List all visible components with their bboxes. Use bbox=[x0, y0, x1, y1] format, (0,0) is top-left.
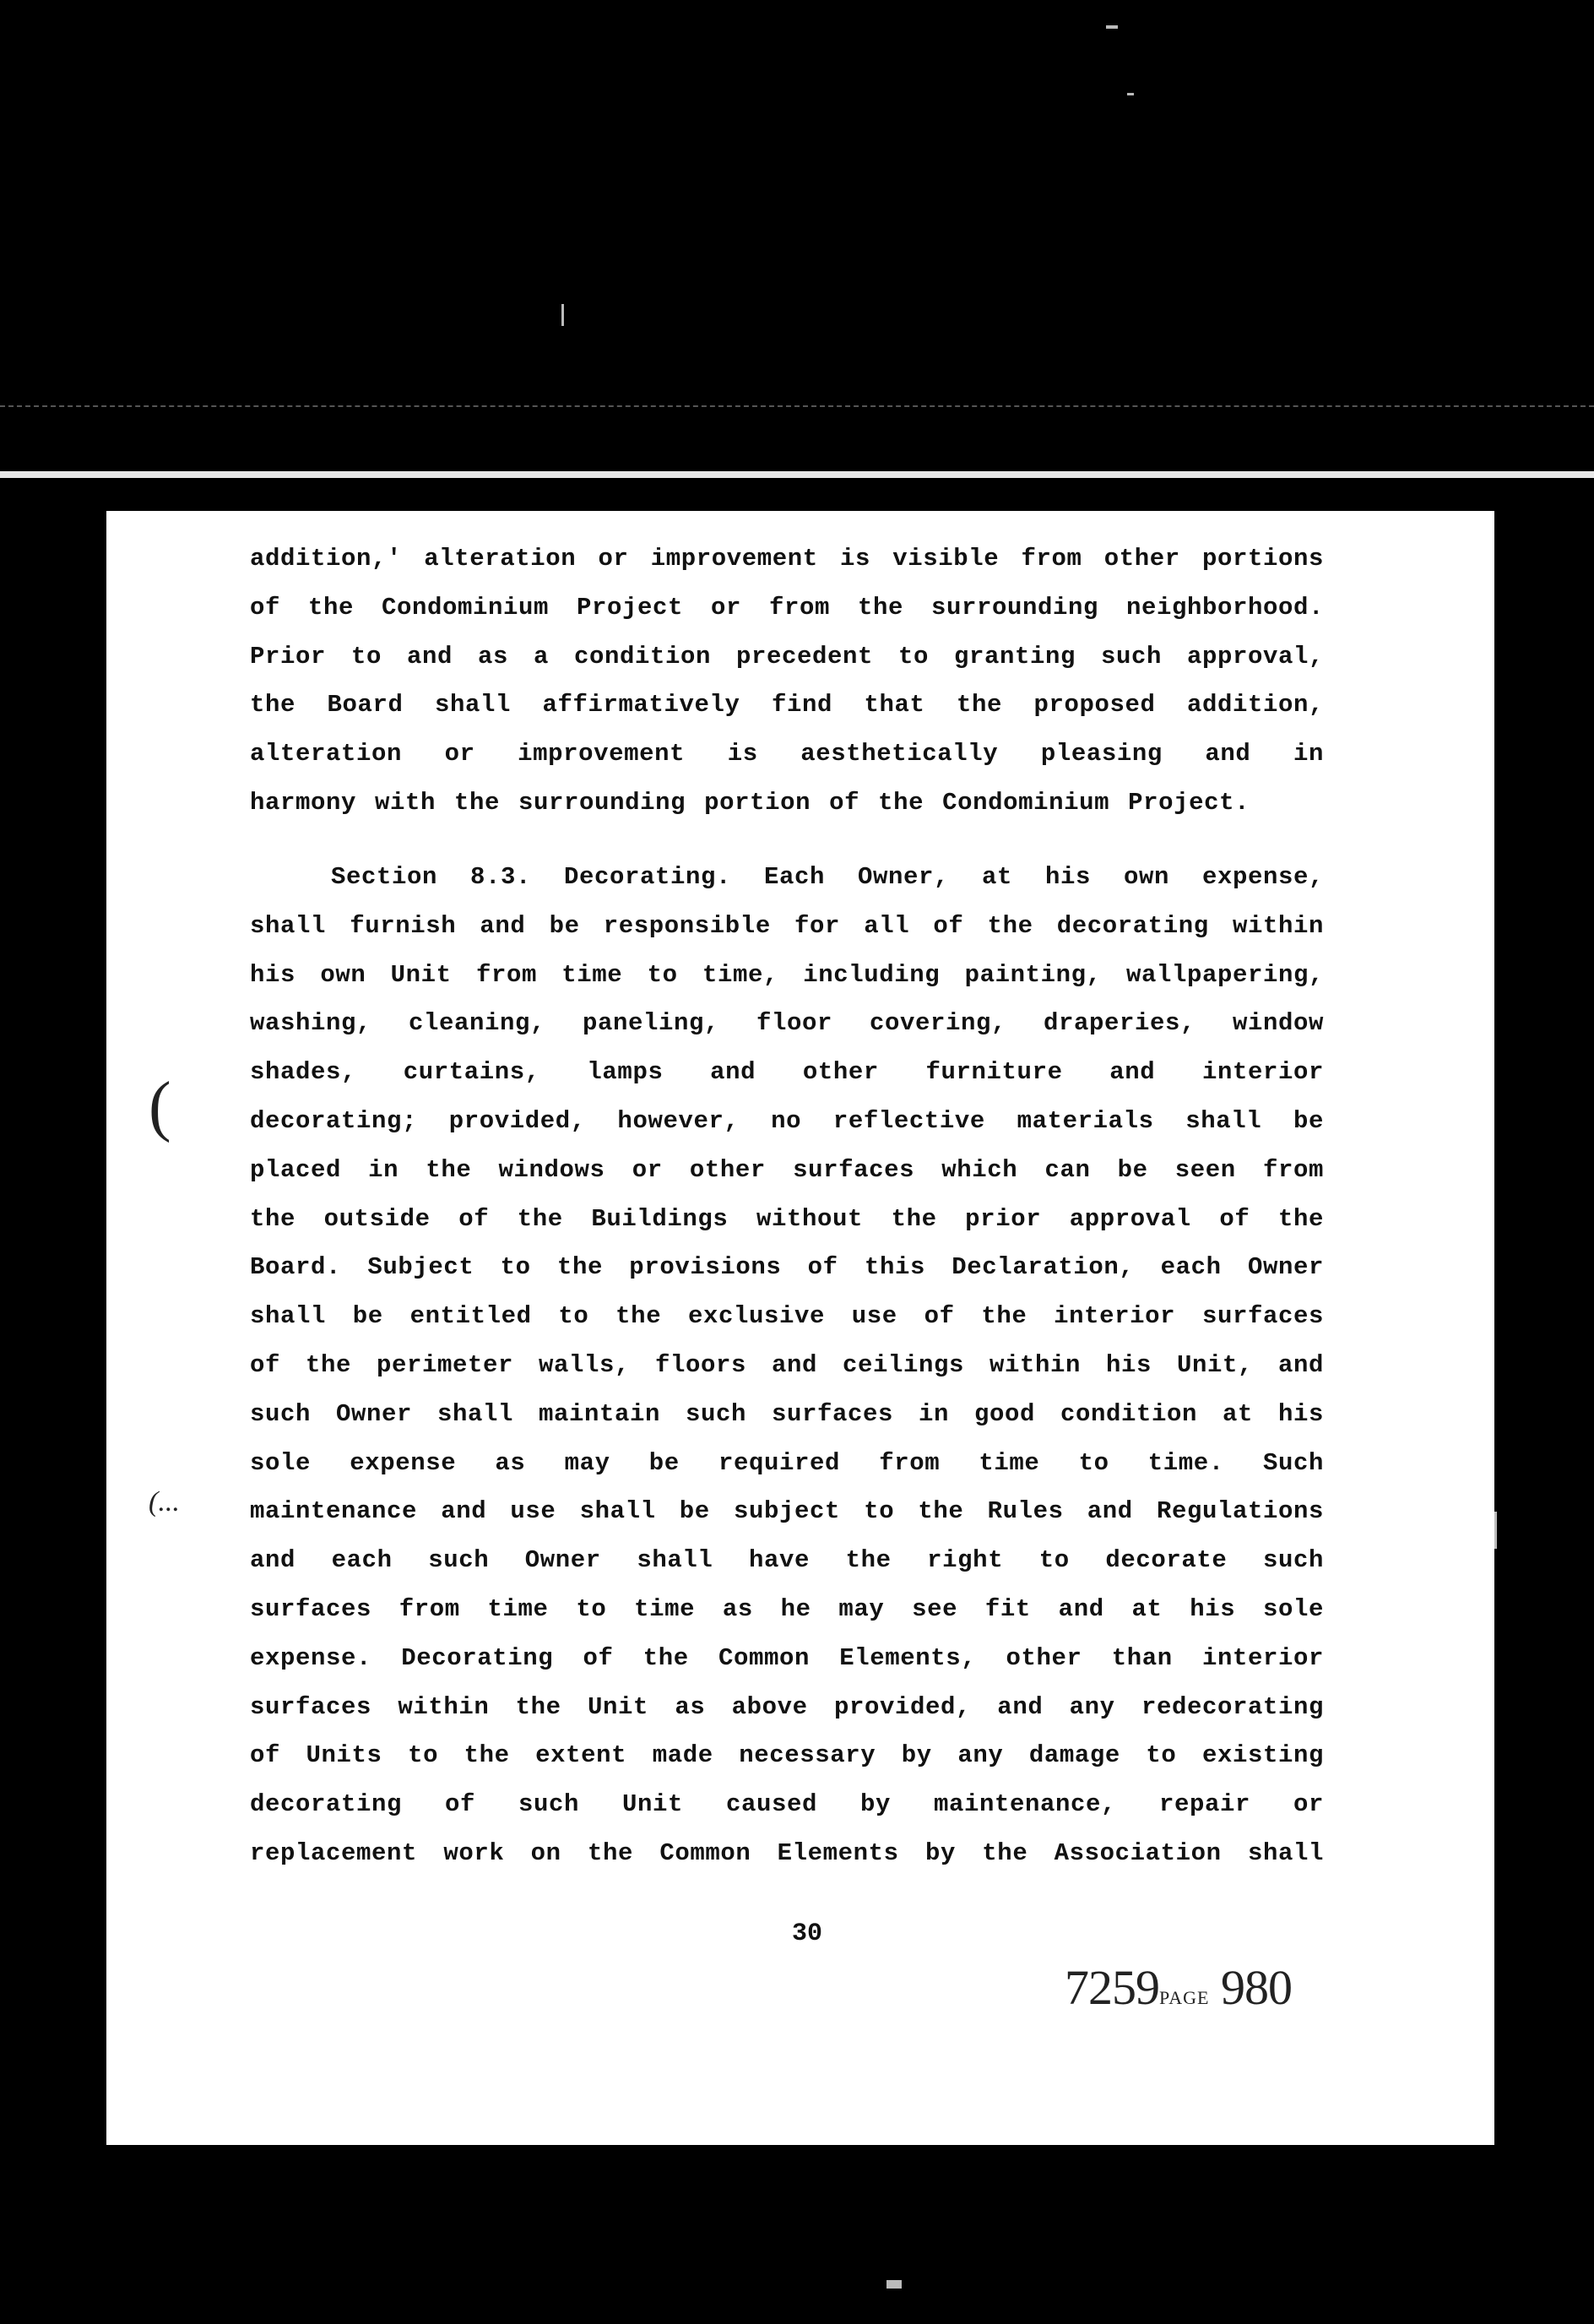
text-line: maintenance and use shall be subject to the Rules and Regulations bbox=[250, 1497, 1324, 1526]
text-line: the Board shall affirmatively find that the proposed addition, bbox=[250, 691, 1324, 719]
text-line: and each such Owner shall have the right to decorate such bbox=[250, 1546, 1324, 1575]
text-line: Prior to and as a condition precedent to granting such approval, bbox=[250, 642, 1324, 671]
text-line: placed in the windows or other surfaces which can be seen from bbox=[250, 1155, 1324, 1184]
paragraph-section-8-3-decorating bbox=[250, 853, 1324, 1878]
scan-page-edge bbox=[0, 471, 1594, 478]
text-line: his own Unit from time to time, including painting, wallpapering, bbox=[250, 960, 1324, 989]
text-line: sole expense as may be required from time to time. Such bbox=[250, 1448, 1324, 1477]
text-line: shall be entitled to the exclusive use of the interior surfaces bbox=[250, 1302, 1324, 1331]
page-number: 30 bbox=[791, 1919, 822, 1948]
book-page-stamp bbox=[1065, 1959, 1292, 2016]
text-line: of the Condominium Project or from the surrounding neighborhood. bbox=[250, 593, 1324, 622]
text-line: decorating; provided, however, no reflective materials shall be bbox=[250, 1106, 1324, 1135]
book-number: 7259 bbox=[1065, 1960, 1159, 2015]
page-label: PAGE bbox=[1159, 1987, 1210, 2008]
scan-speck bbox=[886, 2280, 902, 2289]
text-line: shades, curtains, lamps and other furniture and interior bbox=[250, 1058, 1324, 1087]
text-line: of Units to the extent made necessary by any damage to existing bbox=[250, 1741, 1324, 1770]
text-line: of the perimeter walls, floors and ceilings within his Unit, and bbox=[250, 1350, 1324, 1379]
scan-speck bbox=[1106, 25, 1118, 29]
text-line: surfaces from time to time as he may see fit and at his sole bbox=[250, 1594, 1324, 1623]
scan-speck bbox=[1494, 1512, 1497, 1549]
text-line: replacement work on the Common Elements by the Association shall bbox=[250, 1838, 1324, 1867]
scan-dashed-rule bbox=[0, 405, 1594, 407]
scan-speck bbox=[561, 304, 564, 326]
text-line: surfaces within the Unit as above provided, and any redecorating bbox=[250, 1692, 1324, 1721]
document-page bbox=[106, 511, 1494, 2145]
recorded-page-number: 980 bbox=[1220, 1960, 1292, 2015]
scan-speck bbox=[1127, 93, 1134, 95]
section-heading-line: Section 8.3. Decorating. Each Owner, at his own expense, bbox=[331, 863, 1324, 891]
text-line: expense. Decorating of the Common Elements, other than interior bbox=[250, 1643, 1324, 1672]
text-line: alteration or improvement is aesthetically pleasing and in bbox=[250, 740, 1324, 768]
text-line: shall furnish and be responsible for all of the decorating within bbox=[250, 911, 1324, 940]
text-line: addition,' alteration or improvement is visible from other portions bbox=[250, 545, 1324, 573]
text-line: such Owner shall maintain such surfaces in good condition at his bbox=[250, 1399, 1324, 1428]
text-line: washing, cleaning, paneling, floor covering, draperies, window bbox=[250, 1009, 1324, 1038]
text-line: decorating of such Unit caused by maintenance, repair or bbox=[250, 1790, 1324, 1819]
paragraph-improvement-approval bbox=[250, 535, 1324, 828]
margin-bracket-mark: ( bbox=[149, 1069, 171, 1143]
text-line: harmony with the surrounding portion of the Condominium Project. bbox=[250, 788, 1250, 817]
margin-handwritten-mark: (... bbox=[149, 1486, 180, 1518]
text-line: Board. Subject to the provisions of this Declaration, each Owner bbox=[250, 1253, 1324, 1282]
text-line: the outside of the Buildings without the prior approval of the bbox=[250, 1204, 1324, 1233]
